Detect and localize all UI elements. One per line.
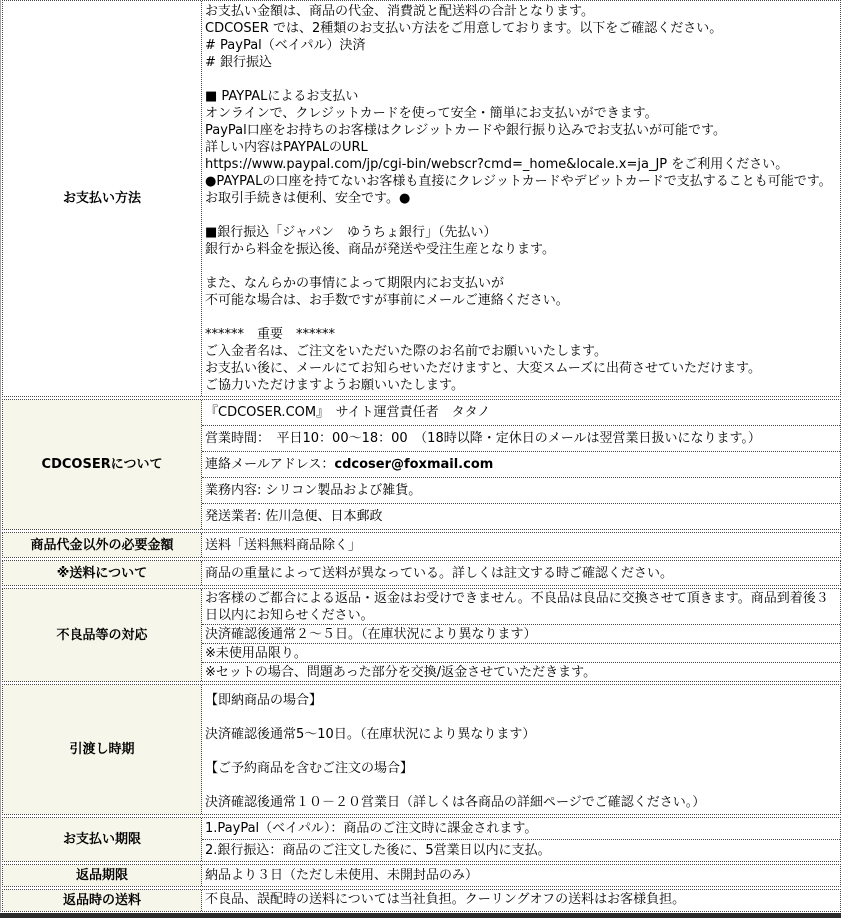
row-content bbox=[202, 533, 840, 557]
row-content bbox=[202, 865, 840, 886]
text-line: 【ご予約商品を含むご注文の場合】 bbox=[205, 761, 414, 776]
row-content bbox=[202, 561, 840, 585]
text-line: ご協力いただけますようお願いいたします。 bbox=[205, 378, 464, 393]
content-subcell bbox=[202, 589, 840, 624]
text-line: 詳しい内容はPAYPALのURL bbox=[205, 140, 368, 155]
text-line bbox=[205, 258, 837, 275]
content-subcell bbox=[202, 624, 840, 643]
text-line: ※セットの場合、問題あった部分を交換/返金させていただきます。 bbox=[205, 665, 597, 680]
text-line: オンラインで、クレジットカードを使って安全・簡単にお支払いができます。 bbox=[205, 106, 658, 121]
text-line bbox=[205, 743, 837, 760]
text-line: ****** 重要 ****** bbox=[205, 327, 336, 342]
row-extra-charges bbox=[2, 532, 841, 558]
text-line: お支払い金額は、商品の代金、消費説と配送料の合計となります。 bbox=[205, 4, 594, 19]
text-line bbox=[205, 777, 837, 794]
text-line: ご入金者名は、ご注文をいただいた際のお名前でお願いいたします。 bbox=[205, 344, 607, 359]
content-subcell bbox=[202, 451, 840, 477]
text-line: お支払い後に、メールにてお知らせいただけますと、大変スムーズに出荷させていただけます。 bbox=[205, 361, 762, 376]
content-subcell bbox=[202, 400, 840, 425]
text-line: 2.銀行振込：商品のご注文した後に、5営業日以内に支払。 bbox=[205, 843, 551, 858]
row-shipping-note bbox=[2, 560, 841, 586]
text-line: 業務内容: シリコン製品および雑貨。 bbox=[205, 483, 422, 498]
row-label-defective-items: 不良品等の対応 bbox=[3, 589, 202, 681]
row-content bbox=[202, 589, 840, 681]
contact-email: cdcoser@foxmail.com bbox=[334, 457, 494, 472]
content-subcell bbox=[202, 477, 840, 503]
contact-email-label: 連絡メールアドレス： bbox=[205, 457, 335, 472]
row-defective-items bbox=[2, 588, 841, 682]
text-line: https://www.paypal.com/jp/cgi-bin/webscr?cmd=_home&locale.x=ja_JP をご利用ください。 bbox=[205, 157, 789, 172]
content-subcell bbox=[202, 890, 840, 908]
row-delivery-time bbox=[2, 684, 841, 815]
text-line: ※未使用品限り。 bbox=[205, 646, 307, 661]
row-return-shipping bbox=[2, 889, 841, 912]
row-label-payment-method: お支払い方法 bbox=[3, 1, 202, 396]
text-line: 決済確認後通常２～５日。（在庫状況により異なります） bbox=[205, 627, 537, 642]
row-label-return-shipping: 返品時の送料 bbox=[3, 890, 202, 911]
text-line: 商品の重量によって送料が異なっている。詳しくは註文する時ご確認ください。 bbox=[205, 566, 674, 581]
text-line bbox=[205, 309, 837, 326]
text-line bbox=[205, 71, 837, 88]
content-subcell bbox=[202, 1, 840, 396]
row-label-about-cdcoser: CDCOSERについて bbox=[3, 400, 202, 529]
text-line: 【即納商品の場合】 bbox=[205, 693, 323, 708]
row-label-payment-deadline: お支払い期限 bbox=[3, 818, 202, 861]
text-line: 営業時間： 平日10：00～18：00 （18時以降・定休日のメールは翌営業日扱いになります。） bbox=[205, 431, 761, 446]
text-line: CDCOSER では、2種類のお支払い方法をご用意しております。以下をご確認ください。 bbox=[205, 21, 723, 36]
row-label-delivery-time: 引渡し時期 bbox=[3, 685, 202, 814]
text-line: 決済確認後通常１０－２０営業日（詳しくは各商品の詳細ページでご確認ください。） bbox=[205, 795, 706, 810]
row-label-extra-charges: 商品代金以外の必要金額 bbox=[3, 533, 202, 557]
text-line: 1.PayPal（ベイパル）：商品のご注文時に課金されます。 bbox=[205, 821, 538, 836]
row-content bbox=[202, 1, 840, 396]
row-content bbox=[202, 890, 840, 911]
text-line: ■ PAYPALによるお支払い bbox=[205, 89, 359, 104]
text-line: ■銀行振込「ジャパン ゆうちょ銀行」（先払い） bbox=[205, 225, 497, 240]
content-subcell bbox=[202, 643, 840, 662]
row-payment-deadline bbox=[2, 817, 841, 862]
row-about-cdcoser bbox=[2, 399, 841, 530]
text-line: お取引手続きは便利、安全です。● bbox=[205, 191, 411, 206]
text-line: また、なんらかの事情によって期限内にお支払いが bbox=[205, 276, 505, 291]
content-subcell bbox=[202, 533, 840, 557]
text-line: お客様のご都合による返品・返金はお受けできません。不良品は良品に交換させて頂きます。商品到着後３日以内にお知らせください。 bbox=[205, 591, 829, 623]
text-line: 送料「送料無料商品除く」 bbox=[205, 538, 362, 553]
text-line: ●PAYPALの口座を持てないお客様も直接にクレジットカードやデビットカードで支払することも可能です。 bbox=[205, 174, 832, 189]
row-content bbox=[202, 685, 840, 814]
row-content bbox=[202, 400, 840, 529]
row-payment-method bbox=[2, 0, 841, 397]
text-line: 納品より３日（ただし未使用、未開封品のみ） bbox=[205, 868, 479, 883]
content-subcell bbox=[202, 425, 840, 451]
text-line: 銀行から料金を振込後、商品が発送や受注生産となります。 bbox=[205, 242, 555, 257]
text-line: 不可能な場合は、お手数ですが事前にメールご連絡ください。 bbox=[205, 293, 569, 308]
content-subcell bbox=[202, 503, 840, 529]
content-subcell bbox=[202, 662, 840, 681]
text-line: # 銀行振込 bbox=[205, 55, 273, 70]
text-line: PayPal口座をお持ちのお客様はクレジットカードや銀行振り込みでお支払いが可能です。 bbox=[205, 123, 726, 138]
text-line: 決済確認後通常5～10日。（在庫状況により異なります） bbox=[205, 727, 536, 742]
text-line: # PayPal（ベイパル）決済 bbox=[205, 38, 366, 53]
text-line bbox=[205, 207, 837, 224]
content-subcell bbox=[202, 561, 840, 585]
text-line bbox=[205, 709, 837, 726]
text-line: 発送業者: 佐川急便、日本郵政 bbox=[205, 509, 383, 524]
text-line: 不良品、誤配時の送料については当社負担。クーリングオフの送料はお客様負担。 bbox=[205, 892, 686, 907]
row-label-return-deadline: 返品期限 bbox=[3, 865, 202, 886]
row-label-shipping-note: ※送料について bbox=[3, 561, 202, 585]
row-return-deadline bbox=[2, 864, 841, 887]
row-content bbox=[202, 818, 840, 861]
text-line: 『CDCOSER.COM』 サイト運営責任者 タタノ bbox=[205, 405, 491, 420]
content-subcell bbox=[202, 818, 840, 839]
text-line bbox=[205, 456, 837, 473]
content-subcell bbox=[202, 685, 840, 814]
content-subcell bbox=[202, 865, 840, 885]
content-subcell bbox=[202, 839, 840, 861]
bottom-divider-bar bbox=[0, 913, 841, 918]
